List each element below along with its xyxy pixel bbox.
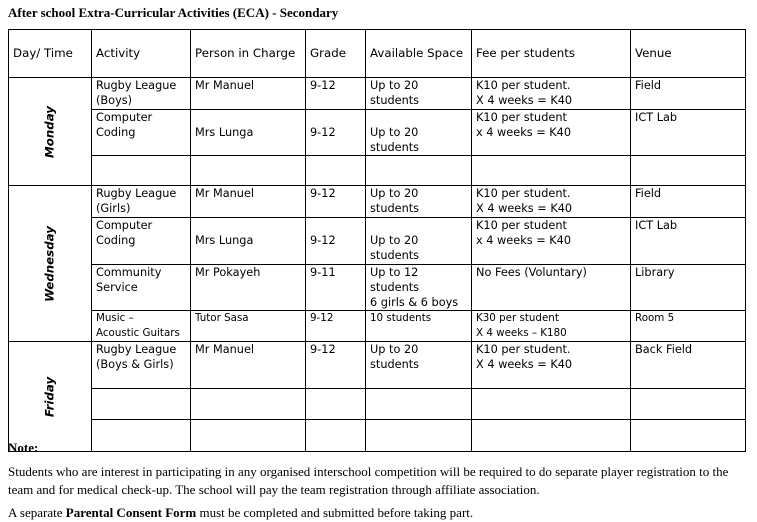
fee-line: K10 per student. (476, 343, 571, 356)
day-cell-monday (9, 78, 92, 186)
empty-cell (92, 420, 191, 452)
empty-cell (92, 389, 191, 420)
fee-cell (472, 265, 631, 311)
fee-line: K10 per student. (476, 187, 571, 200)
grade-cell: 9-12 (306, 342, 366, 389)
fee-line: X 4 weeks = K40 (476, 94, 573, 107)
space-line: 10 students (370, 312, 432, 324)
fee-cell (472, 110, 631, 156)
venue-cell: Room 5 (631, 311, 746, 342)
header-fee-per-students: Fee per students (472, 30, 631, 78)
person-cell (191, 110, 306, 156)
venue-cell: ICT Lab (631, 218, 746, 265)
fee-cell (472, 78, 631, 110)
note-paragraph: Students who are interest in participating in any organised interschool competition will be required to do separate player registration to the team and for medical check-up. The school will pay the team registration through affiliate association. (8, 464, 729, 497)
space-cell (366, 78, 472, 110)
table-row (9, 218, 746, 265)
fee-line: x 4 weeks = K40 (476, 126, 572, 139)
space-line: Up to 20 students (370, 79, 420, 107)
activity-line: Community (96, 266, 162, 279)
venue-cell: Field (631, 78, 746, 110)
header-day-time: Day/ Time (9, 30, 92, 78)
grade-cell: 9-12 (306, 186, 366, 218)
empty-cell (92, 156, 191, 186)
person-cell: Tutor Sasa (191, 311, 306, 342)
table-row (9, 342, 746, 389)
empty-cell (472, 420, 631, 452)
grade-cell (306, 218, 366, 265)
activity-line: Rugby League (96, 343, 177, 356)
space-line: Up to 20 students (370, 187, 420, 215)
table-row-empty (9, 389, 746, 420)
person-cell: Mr Manuel (191, 186, 306, 218)
space-line: Up to 20 students (370, 126, 420, 154)
activity-line: (Boys & Girls) (96, 358, 174, 371)
table-row-empty (9, 156, 746, 186)
grade-cell (306, 110, 366, 156)
header-available-space: Available Space (366, 30, 472, 78)
empty-cell (631, 156, 746, 186)
activity-line: Coding (96, 234, 136, 247)
activity-cell (92, 78, 191, 110)
space-cell (366, 218, 472, 265)
empty-cell (631, 389, 746, 420)
empty-cell (191, 420, 306, 452)
venue-cell: Field (631, 186, 746, 218)
activity-line: Rugby League (96, 187, 177, 200)
fee-line: x 4 weeks = K40 (476, 234, 572, 247)
space-cell (366, 342, 472, 389)
empty-cell (191, 389, 306, 420)
activity-line: Computer (96, 219, 153, 232)
fee-line: K30 per student (476, 312, 559, 324)
activity-cell (92, 110, 191, 156)
space-line: Up to 12 students (370, 266, 420, 294)
grade-value: 9-12 (310, 126, 336, 139)
venue-cell: Library (631, 265, 746, 311)
fee-line: K10 per student (476, 219, 567, 232)
person-name: Mrs Lunga (195, 126, 254, 139)
table-row (9, 265, 746, 311)
consent-prefix: A separate (8, 505, 63, 520)
activity-line: (Girls) (96, 202, 131, 215)
header-activity: Activity (92, 30, 191, 78)
space-line: 6 girls & 6 boys (370, 296, 459, 309)
empty-cell (366, 389, 472, 420)
header-row (9, 30, 746, 78)
note-heading: Note: (8, 440, 39, 455)
header-person-in-charge: Person in Charge (191, 30, 306, 78)
space-line: Up to 20 students (370, 234, 420, 262)
document-title: After school Extra-Curricular Activities (ECA) - Secondary (8, 5, 339, 20)
eca-schedule-table (8, 29, 746, 452)
fee-line: K10 per student (476, 111, 567, 124)
fee-cell (472, 342, 631, 389)
day-label: Friday (42, 376, 57, 417)
person-cell (191, 218, 306, 265)
day-label: Monday (42, 105, 57, 158)
fee-line: X 4 weeks = K40 (476, 202, 573, 215)
space-line: Up to 20 students (370, 343, 420, 371)
activity-line: Rugby League (96, 79, 177, 92)
table-row (9, 311, 746, 342)
day-cell-wednesday (9, 186, 92, 342)
activity-cell (92, 186, 191, 218)
grade-cell: 9-12 (306, 311, 366, 342)
fee-cell (472, 311, 631, 342)
person-cell: Mr Pokayeh (191, 265, 306, 311)
grade-value: 9-12 (310, 234, 336, 247)
fee-line: K10 per student. (476, 79, 571, 92)
empty-cell (366, 156, 472, 186)
day-label: Wednesday (42, 225, 57, 302)
venue-cell: ICT Lab (631, 110, 746, 156)
grade-cell: 9-11 (306, 265, 366, 311)
empty-cell (472, 156, 631, 186)
activity-cell (92, 342, 191, 389)
empty-cell (306, 389, 366, 420)
space-cell (366, 186, 472, 218)
venue-cell: Back Field (631, 342, 746, 389)
empty-cell (191, 156, 306, 186)
table-row-empty (9, 420, 746, 452)
consent-suffix: must be completed and submitted before taking part. (199, 505, 474, 520)
fee-line: X 4 weeks – K180 (476, 327, 567, 339)
person-name: Mrs Lunga (195, 234, 254, 247)
activity-cell (92, 311, 191, 342)
consent-note (8, 505, 748, 521)
fee-line: X 4 weeks = K40 (476, 358, 573, 371)
header-venue: Venue (631, 30, 746, 78)
activity-line: Music – (96, 312, 134, 324)
space-cell (366, 311, 472, 342)
empty-cell (366, 420, 472, 452)
fee-cell (472, 186, 631, 218)
empty-cell (306, 420, 366, 452)
activity-line: Computer (96, 111, 153, 124)
header-grade: Grade (306, 30, 366, 78)
activity-cell (92, 218, 191, 265)
space-cell (366, 110, 472, 156)
activity-line: (Boys) (96, 94, 133, 107)
person-cell: Mr Manuel (191, 78, 306, 110)
grade-cell: 9-12 (306, 78, 366, 110)
activity-cell (92, 265, 191, 311)
empty-cell (306, 156, 366, 186)
empty-cell (472, 389, 631, 420)
person-cell: Mr Manuel (191, 342, 306, 389)
fee-line: No Fees (Voluntary) (476, 266, 587, 279)
fee-cell (472, 218, 631, 265)
activity-line: Coding (96, 126, 136, 139)
day-cell-friday (9, 342, 92, 452)
activity-line: Acoustic Guitars (96, 327, 180, 339)
table-row (9, 186, 746, 218)
activity-line: Service (96, 281, 138, 294)
table-row (9, 78, 746, 110)
empty-cell (631, 420, 746, 452)
space-cell (366, 265, 472, 311)
consent-form-name: Parental Consent Form (65, 505, 197, 520)
table-row (9, 110, 746, 156)
